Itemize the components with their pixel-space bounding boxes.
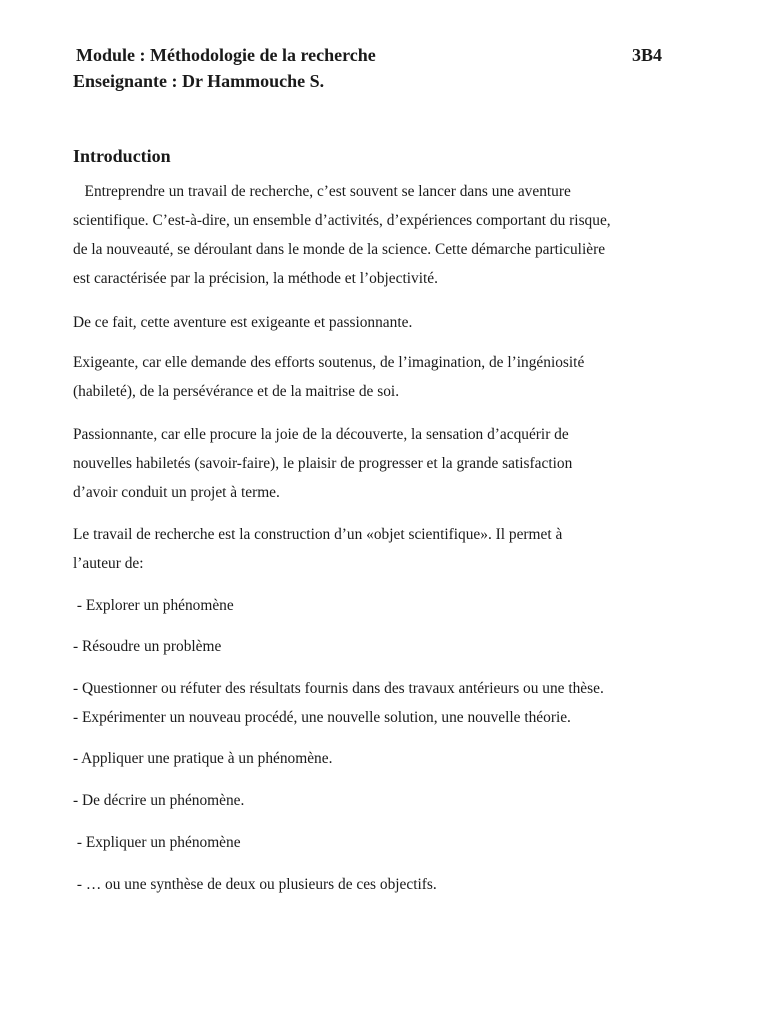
module-title: Module : Méthodologie de la recherche [76,45,376,65]
paragraph-line: Passionnante, car elle procure la joie de la découverte, la sensation d’acquérir de [73,426,569,443]
paragraph-aventure: De ce fait, cette aventure est exigeante et passionnante. [73,314,413,331]
paragraph-line: est caractérisée par la précision, la méthode et l’objectivité. [73,270,438,287]
list-item: - Explorer un phénomène [73,597,234,614]
list-item: - Expérimenter un nouveau procédé, une nouvelle solution, une nouvelle théorie. [73,709,571,726]
course-code: 3B4 [632,45,663,65]
paragraph-line: (habileté), de la persévérance et de la maitrise de soi. [73,383,400,400]
list-item: - Expliquer un phénomène [73,834,241,851]
list-item: - Appliquer une pratique à un phénomène. [73,750,333,767]
list-item: - De décrire un phénomène. [73,792,245,809]
teacher-name: Enseignante : Dr Hammouche S. [73,71,325,91]
list-item: - … ou une synthèse de deux ou plusieurs de ces objectifs. [73,876,437,893]
paragraph-line: l’auteur de: [73,555,144,572]
section-title: Introduction [73,146,171,166]
list-item: - Questionner ou réfuter des résultats fournis dans des travaux antérieurs ou une thèse. [73,680,604,697]
paragraph-line: de la nouveauté, se déroulant dans le monde de la science. Cette démarche particulière [73,241,606,258]
paragraph-line: scientifique. C’est-à-dire, un ensemble d’activités, d’expériences comportant du risque, [73,212,611,229]
paragraph-line: Exigeante, car elle demande des efforts soutenus, de l’imagination, de l’ingéniosité [73,354,585,371]
list-item: - Résoudre un problème [73,638,222,655]
paragraph-line: Le travail de recherche est la construction d’un «objet scientifique». Il permet à [73,526,563,543]
paragraph-line: Entreprendre un travail de recherche, c’est souvent se lancer dans une aventure [73,183,571,200]
paragraph-line: d’avoir conduit un projet à terme. [73,484,280,501]
paragraph-line: nouvelles habiletés (savoir-faire), le plaisir de progresser et la grande satisfaction [73,455,573,472]
